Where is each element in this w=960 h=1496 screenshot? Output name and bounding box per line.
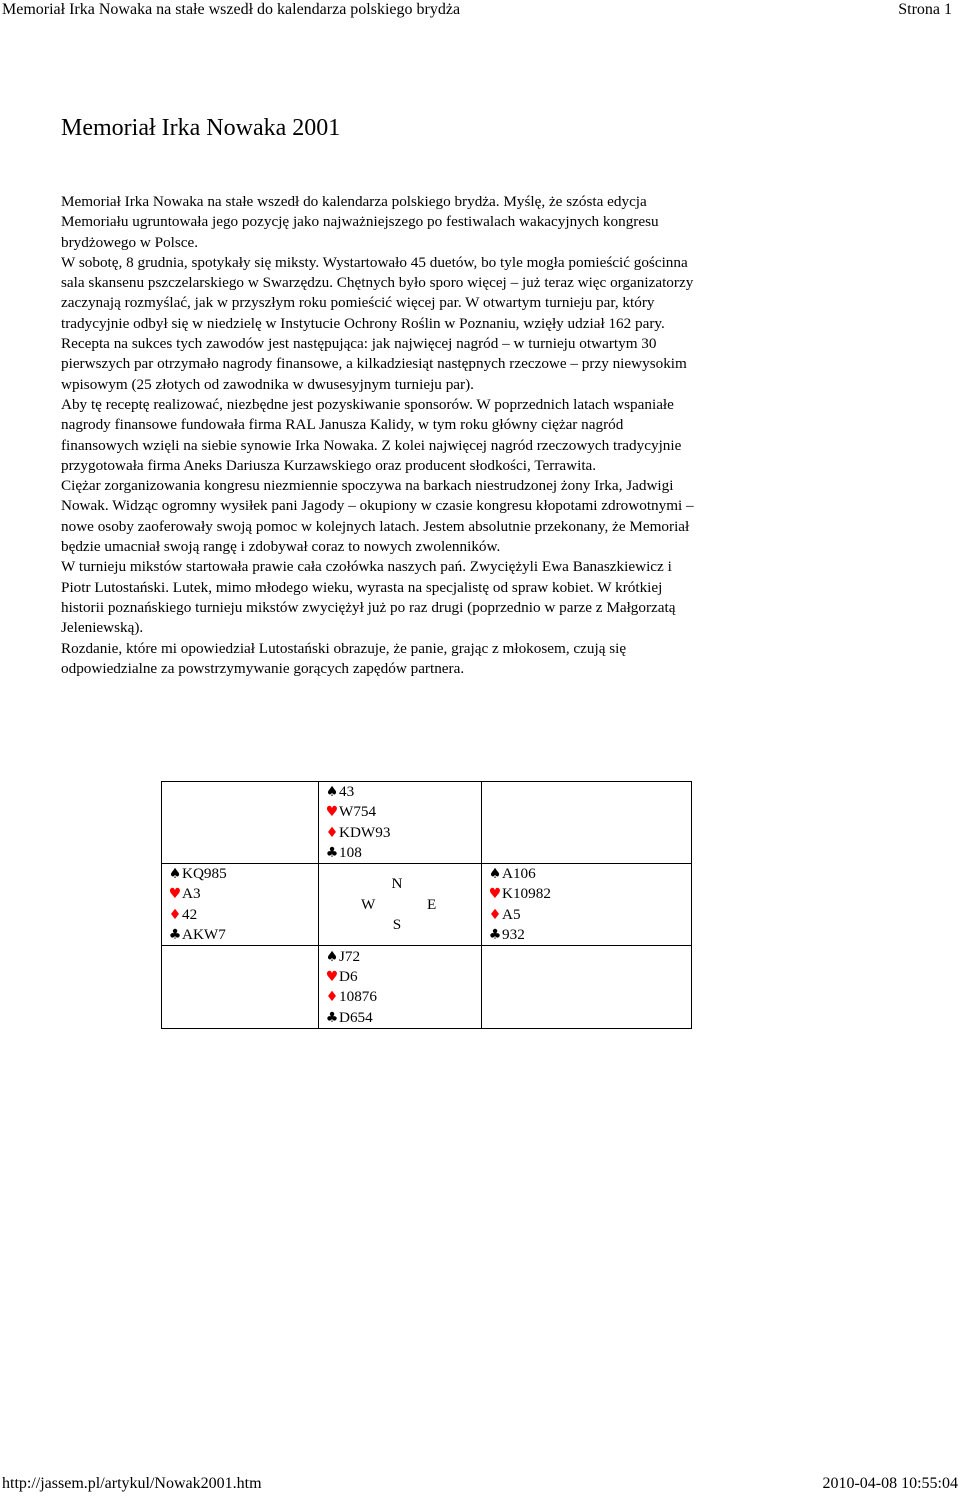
article-paragraph: Memoriał Irka Nowaka na stałe wszedł do kalendarza polskiego brydża. Myślę, że szósta edycja Memoriału ugruntowała jego pozycję jako najważniejszego po festiwalach wakacyjnych kongresu brydżowego w Polsce. <box>61 193 659 251</box>
south-clubs-cards: D654 <box>339 1008 373 1026</box>
diamond-icon: ♦ <box>325 824 339 841</box>
article-paragraph: Ciężar zorganizowania kongresu niezmiennie spoczywa na barkach niestrudzonej żony Irka, Jadwigi Nowak. Widząc ogromny wysiłek pani Jagody – okupiony w czasie kongresu kłopotami zdrowotnymi – nowe osoby zaoferowały swoją pomoc w kolejnych latach. Jestem absolutnie przekonany, że Memoriał będzie umacniał swoją rangę i zdobywał coraz to nowych zwolenników. <box>61 477 694 556</box>
east-spades <box>488 864 691 884</box>
print-header <box>0 0 960 22</box>
south-diamonds <box>325 987 481 1007</box>
east-diamonds <box>488 905 691 925</box>
compass-north: N <box>391 875 403 893</box>
article-paragraph: Aby tę receptę realizować, niezbędne jest pozyskiwanie sponsorów. W poprzednich latach wspaniałe nagrody finansowe fundowała firma RAL Janusza Kalidy, w tym roku główny ciężar nagród finansowych wzięli na siebie synowie Irka Nowaka. Z kolei najwięcej nagród rzeczowych tradycyjnie przygotowała firma Aneks Dariusza Kurzawskiego oraz producent słodkości, Terrawita. <box>61 395 682 474</box>
north-hearts-cards: W754 <box>339 803 377 821</box>
spade-icon: ♠ <box>168 866 182 883</box>
east-hearts <box>488 884 691 904</box>
bridge-deal-diagram <box>161 781 692 1029</box>
heart-icon: ♥ <box>168 886 182 903</box>
south-hand <box>319 946 482 1029</box>
west-spades-cards: KQ985 <box>182 865 227 883</box>
north-diamonds-cards: KDW93 <box>339 823 391 841</box>
deal-empty-cell <box>162 782 319 864</box>
page-title: Memoriał Irka Nowaka 2001 <box>61 115 341 141</box>
club-icon: ♣ <box>325 844 339 861</box>
heart-icon: ♥ <box>488 886 502 903</box>
south-clubs <box>325 1008 481 1028</box>
west-hearts-cards: A3 <box>182 885 201 903</box>
print-header-title: Memoriał Irka Nowaka na stałe wszedł do kalendarza polskiego brydża <box>2 1 461 18</box>
deal-empty-cell <box>482 946 692 1029</box>
south-spades-cards: J72 <box>339 947 361 965</box>
east-diamonds-cards: A5 <box>502 905 521 923</box>
diamond-icon: ♦ <box>168 906 182 923</box>
east-hearts-cards: K10982 <box>502 885 551 903</box>
west-clubs-cards: AKW7 <box>182 926 226 944</box>
heart-icon: ♥ <box>325 969 339 986</box>
south-hearts <box>325 967 481 987</box>
source-url-link[interactable]: http://jassem.pl/artykul/Nowak2001.htm <box>2 1475 262 1492</box>
south-spades <box>325 947 481 967</box>
compass-rose <box>325 874 481 935</box>
west-clubs <box>168 925 318 945</box>
spade-icon: ♠ <box>325 948 339 965</box>
west-diamonds-cards: 42 <box>182 905 198 923</box>
compass-cell <box>319 864 482 946</box>
heart-icon: ♥ <box>325 804 339 821</box>
deal-empty-cell <box>482 782 692 864</box>
compass-south: S <box>392 915 402 933</box>
spade-icon: ♠ <box>488 866 502 883</box>
diamond-icon: ♦ <box>325 989 339 1006</box>
club-icon: ♣ <box>168 927 182 944</box>
article-paragraph: W turnieju mikstów startowała prawie cała czołówka naszych pań. Zwyciężyli Ewa Banaszkiewicz i Piotr Lutostański. Lutek, mimo młodego wieku, wyrasta na specjalistę od spraw kobiet. W krótkiej historii poznańskiego turnieju mikstów zwyciężył już po raz drugi (poprzednio w parze z Małgorzatą Jeleniewską). <box>61 558 676 637</box>
article-paragraph: Rozdanie, które mi opowiedział Lutostański obrazuje, że panie, grając z młokosem, czują się odpowiedzialne za powstrzymywanie gorących zapędów partnera. <box>61 639 627 677</box>
deal-empty-cell <box>162 946 319 1029</box>
compass-west-east <box>325 895 475 915</box>
west-hearts <box>168 884 318 904</box>
north-hearts <box>325 802 481 822</box>
club-icon: ♣ <box>325 1009 339 1026</box>
north-diamonds <box>325 823 481 843</box>
east-hand <box>482 864 692 946</box>
print-timestamp: 2010-04-08 10:55:04 <box>822 1475 958 1492</box>
east-clubs <box>488 925 691 945</box>
compass-east: E <box>427 895 437 913</box>
south-hearts-cards: D6 <box>339 968 358 986</box>
south-diamonds-cards: 10876 <box>339 988 377 1006</box>
north-hand <box>319 782 482 864</box>
north-clubs-cards: 108 <box>339 843 362 861</box>
north-clubs <box>325 843 481 863</box>
diamond-icon: ♦ <box>488 906 502 923</box>
north-spades <box>325 782 481 802</box>
east-spades-cards: A106 <box>502 865 536 883</box>
compass-west: W <box>361 895 376 913</box>
print-footer <box>0 1474 960 1496</box>
print-page-number: Strona 1 <box>898 1 952 18</box>
east-clubs-cards: 932 <box>502 926 525 944</box>
club-icon: ♣ <box>488 927 502 944</box>
article-paragraph: Recepta na sukces tych zawodów jest następująca: jak najwięcej nagród – w turnieju otwartym 30 pierwszych par otrzymało nagrody finansowe, a kilkadziesiąt następnych rzeczowe – przy niewysokim wpisowym (25 złotych od zawodnika w dwusesyjnym turnieju par). <box>61 335 687 393</box>
west-spades <box>168 864 318 884</box>
article-body <box>61 192 701 679</box>
west-diamonds <box>168 905 318 925</box>
north-spades-cards: 43 <box>339 783 355 800</box>
west-hand <box>162 864 319 946</box>
spade-icon: ♠ <box>325 784 339 800</box>
article-paragraph: W sobotę, 8 grudnia, spotykały się miksty. Wystartowało 45 duetów, bo tyle mogła pomieścić gościnna sala skansenu pszczelarskiego w Swarzędzu. Chętnych było sporo więcej – już teraz więc organizatorzy zaczynają rozmyślać, jak w przyszłym roku pomieścić więcej par. W otwartym turnieju par, który tradycyjnie odbył się w niedzielę w Instytucie Ochrony Roślin w Poznaniu, wzięły udział 162 pary. <box>61 253 694 332</box>
